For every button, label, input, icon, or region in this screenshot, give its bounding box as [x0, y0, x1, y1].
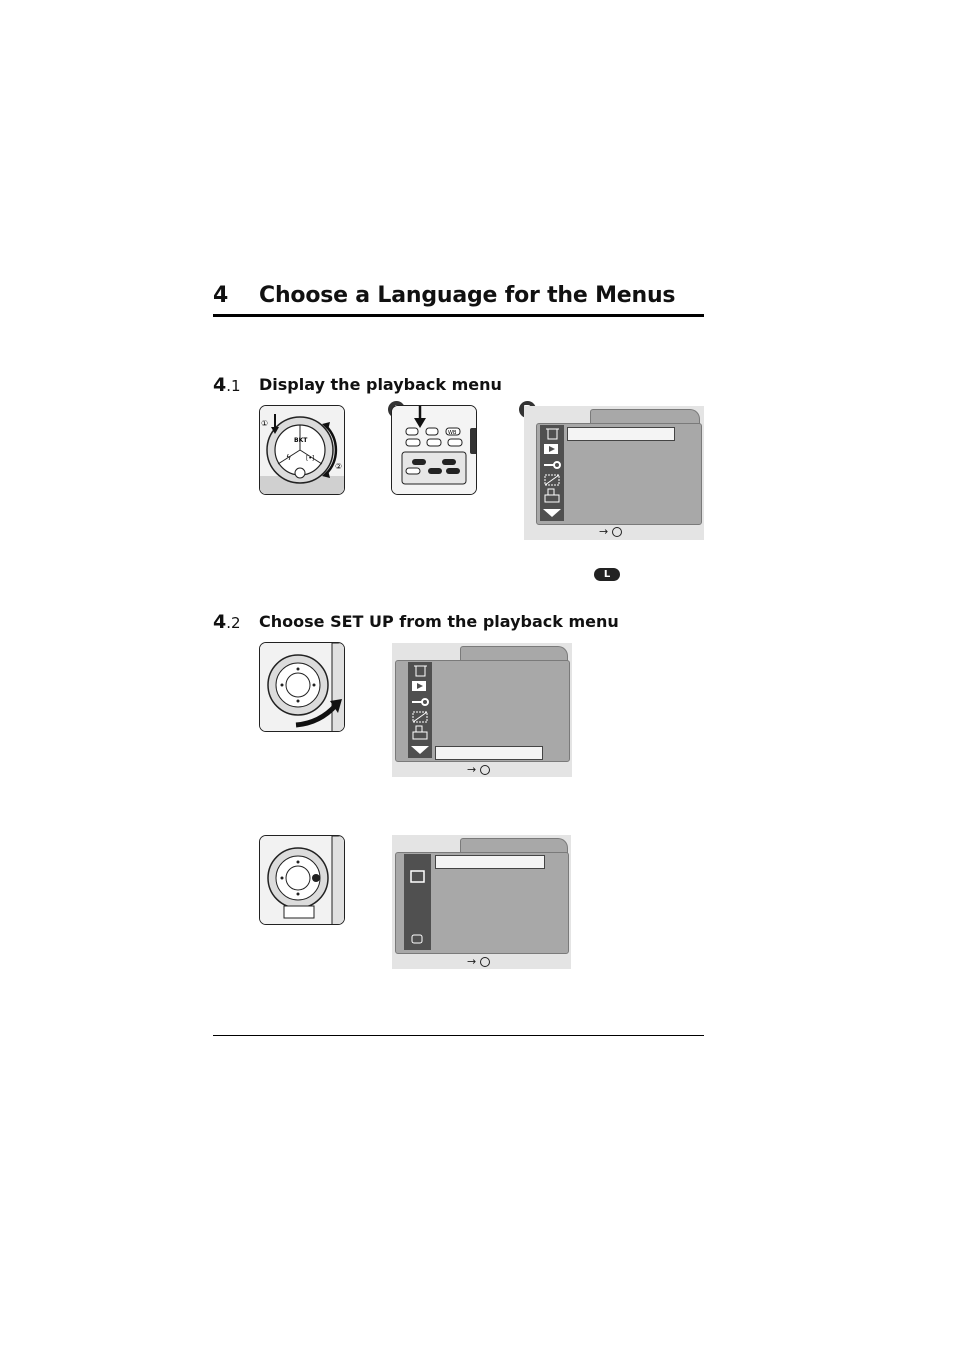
- section-subnumber: .2: [226, 614, 241, 632]
- card-icon: [412, 935, 422, 943]
- multi-selector-illustration-1: [259, 642, 345, 732]
- control-panel-drawing: [392, 406, 477, 495]
- hide-image-icon: [545, 475, 559, 485]
- bkt-label: BKT: [294, 437, 308, 444]
- footer-rule: [213, 1035, 704, 1036]
- section-subnumber: .1: [226, 377, 241, 395]
- trash-icon: [414, 666, 427, 676]
- menu-highlight-row-setup[interactable]: [435, 746, 543, 760]
- hide-image-icon: [413, 712, 427, 722]
- set-button-icon: [480, 957, 490, 967]
- control-panel-illustration: [391, 405, 477, 495]
- setup-menu-screen: [392, 835, 571, 969]
- protect-key-icon: [544, 462, 560, 468]
- scroll-down-icon: [411, 746, 429, 754]
- scroll-down-icon: [543, 509, 561, 517]
- step-2-marker: ②: [335, 462, 343, 471]
- wb-label: WB: [448, 430, 457, 436]
- protect-key-icon: [412, 699, 428, 705]
- svg-text:[•]: [•]: [306, 455, 315, 462]
- playback-folder-icon: [412, 681, 426, 691]
- menu-icon-bar: [404, 854, 431, 950]
- mode-dial-drawing: [260, 406, 345, 495]
- set-button-icon: [612, 527, 622, 537]
- section-number: 4: [213, 374, 227, 396]
- menu-highlight-row-language[interactable]: [435, 855, 545, 869]
- section-title-4-2: Choose SET UP from the playback menu: [259, 612, 619, 631]
- section-title-4-1: Display the playback menu: [259, 375, 502, 394]
- playback-folder-icon: [544, 444, 558, 454]
- section-heading-4-1: [213, 374, 241, 396]
- trash-icon: [546, 429, 559, 439]
- mode-dial-illustration: [259, 405, 345, 495]
- step-1-marker: ①: [261, 419, 269, 428]
- playback-menu-screen: [524, 406, 704, 540]
- lock-badge-l: L: [594, 568, 620, 581]
- menu-icon-bar: [408, 662, 432, 758]
- menu-footer: →: [599, 525, 622, 538]
- multi-selector-illustration-2: [259, 835, 345, 925]
- menu-footer: →: [467, 763, 490, 776]
- camera-icon: [411, 871, 424, 882]
- section-heading-4-2: [213, 611, 241, 633]
- chapter-title: Choose a Language for the Menus: [259, 283, 676, 308]
- heading-rule: [213, 314, 704, 317]
- menu-footer: →: [467, 955, 490, 968]
- menu-icon-bar: [540, 425, 564, 521]
- menu-highlight-row[interactable]: [567, 427, 675, 441]
- print-set-icon: [545, 489, 559, 502]
- print-set-icon: [413, 726, 427, 739]
- chapter-number: 4: [213, 283, 229, 308]
- section-number: 4: [213, 611, 227, 633]
- svg-text:ϟ: ϟ: [286, 453, 292, 462]
- set-button-icon: [480, 765, 490, 775]
- playback-menu-screen-setup: [392, 643, 572, 777]
